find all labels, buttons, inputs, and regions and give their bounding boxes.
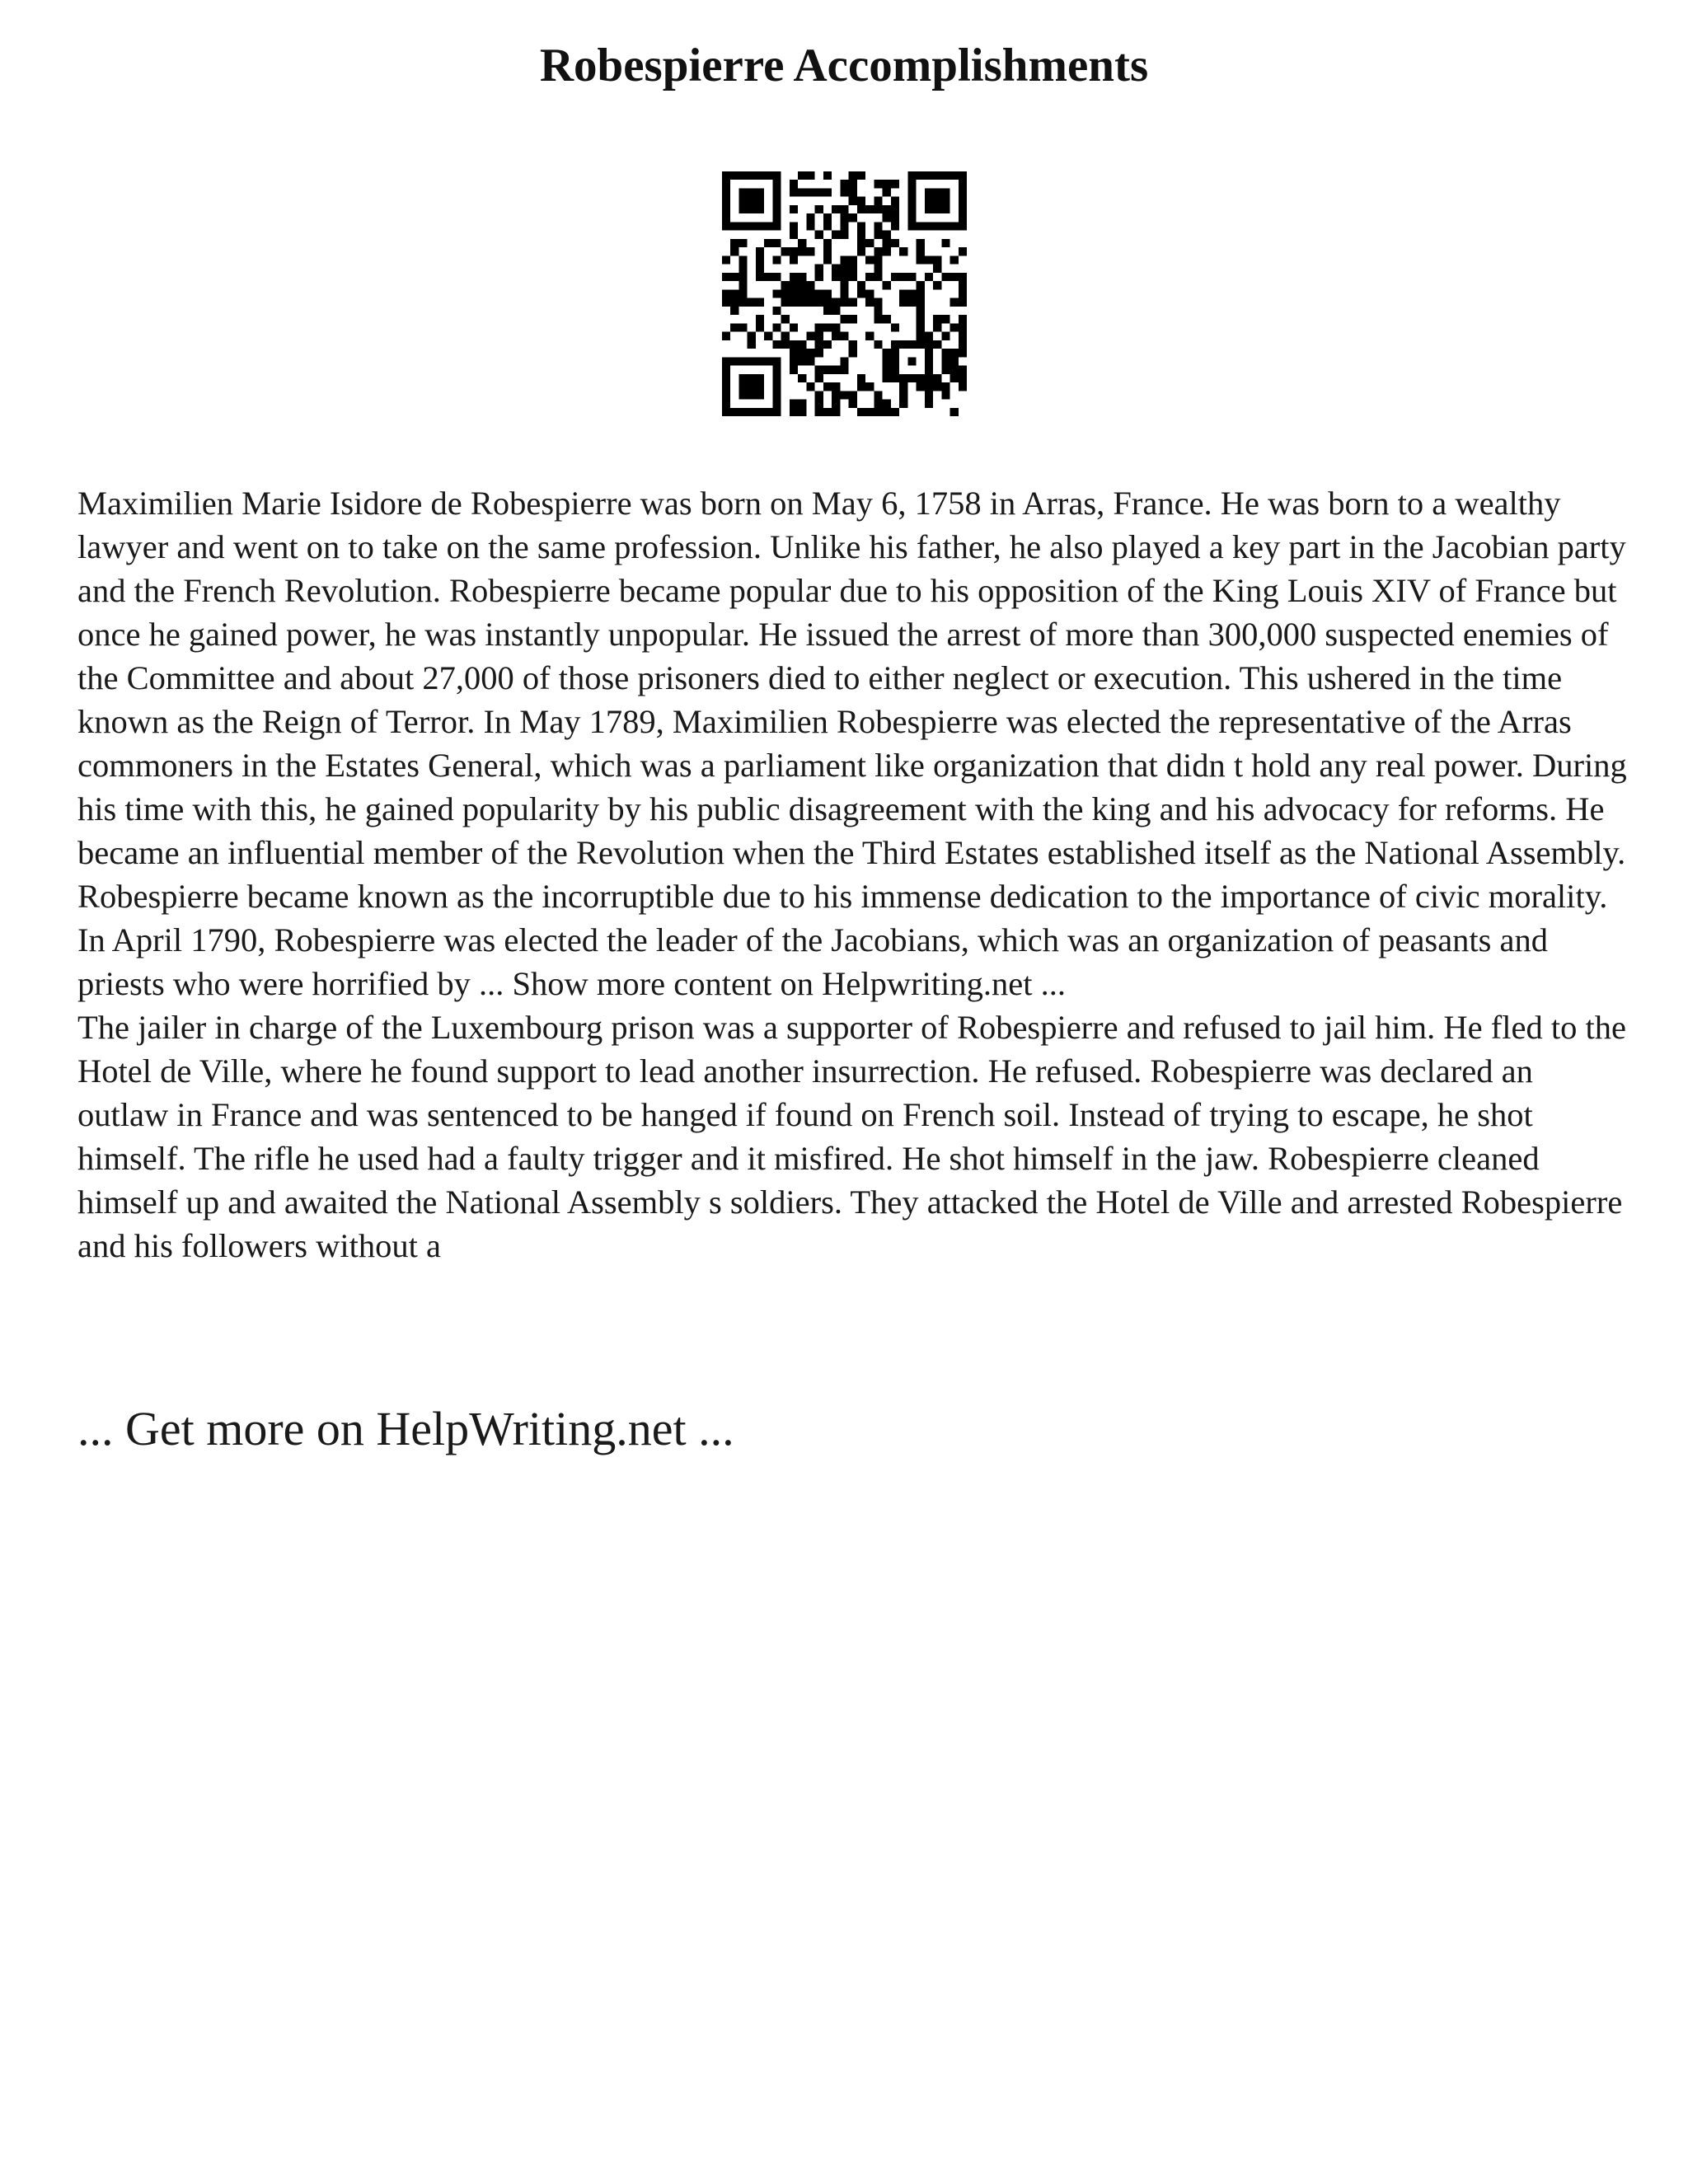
paragraph-2: The jailer in charge of the Luxembourg prison was a supporter of Robespierre and refused to jail him. He fled to the Hotel de Ville, where he found support to lead another insurrection. He refused. Robespierre was declared an outlaw in France and was sentenced to be hanged if found on French soil. Instead of trying to escape, he shot himself. The rifle he used had a faulty trigger and it misfired. He shot himself in the jaw. Robespierre cleaned himself up and awaited the National Assembly s soldiers. They attacked the Hotel de Ville and arrested Robespierre and his followers without a [77,1009,1626,1264]
article-body [77,481,1627,1268]
page-title: Robespierre Accomplishments [539,40,1149,91]
get-more-link[interactable]: ... Get more on HelpWriting.net ... [77,1402,734,1455]
qr-code[interactable] [722,171,967,416]
paragraph-1: Maximilien Marie Isidore de Robespierre was born on May 6, 1758 in Arras, France. He was born to a wealthy lawyer and went on to take on the same profession. Unlike his father, he also played a key part in the Jacobian party and the French Revolution. Robespierre became popular due to his opposition of the King Louis XIV of France but once he gained power, he was instantly unpopular. He issued the arrest of more than 300,000 suspected enemies of the Committee and about 27,000 of those prisoners died to either neglect or execution. This ushered in the time known as the Reign of Terror. In May 1789, Maximilien Robespierre was elected the representative of the Arras commoners in the Estates General, which was a parliament like organization that didn t hold any real power. During his time with this, he gained popularity by his public disagreement with the king and his advocacy for reforms. He became an influential member of the Revolution when the Third Estates established itself as the National Assembly. Robespierre became known as the incorruptible due to his immense dedication to the importance of civic morality. In April 1790, Robespierre was elected the leader of the Jacobians, which was an organization of peasants and priests who were horrified by ... Show more content on Helpwriting.net ... [77,485,1627,1002]
qr-code-image [722,171,967,416]
